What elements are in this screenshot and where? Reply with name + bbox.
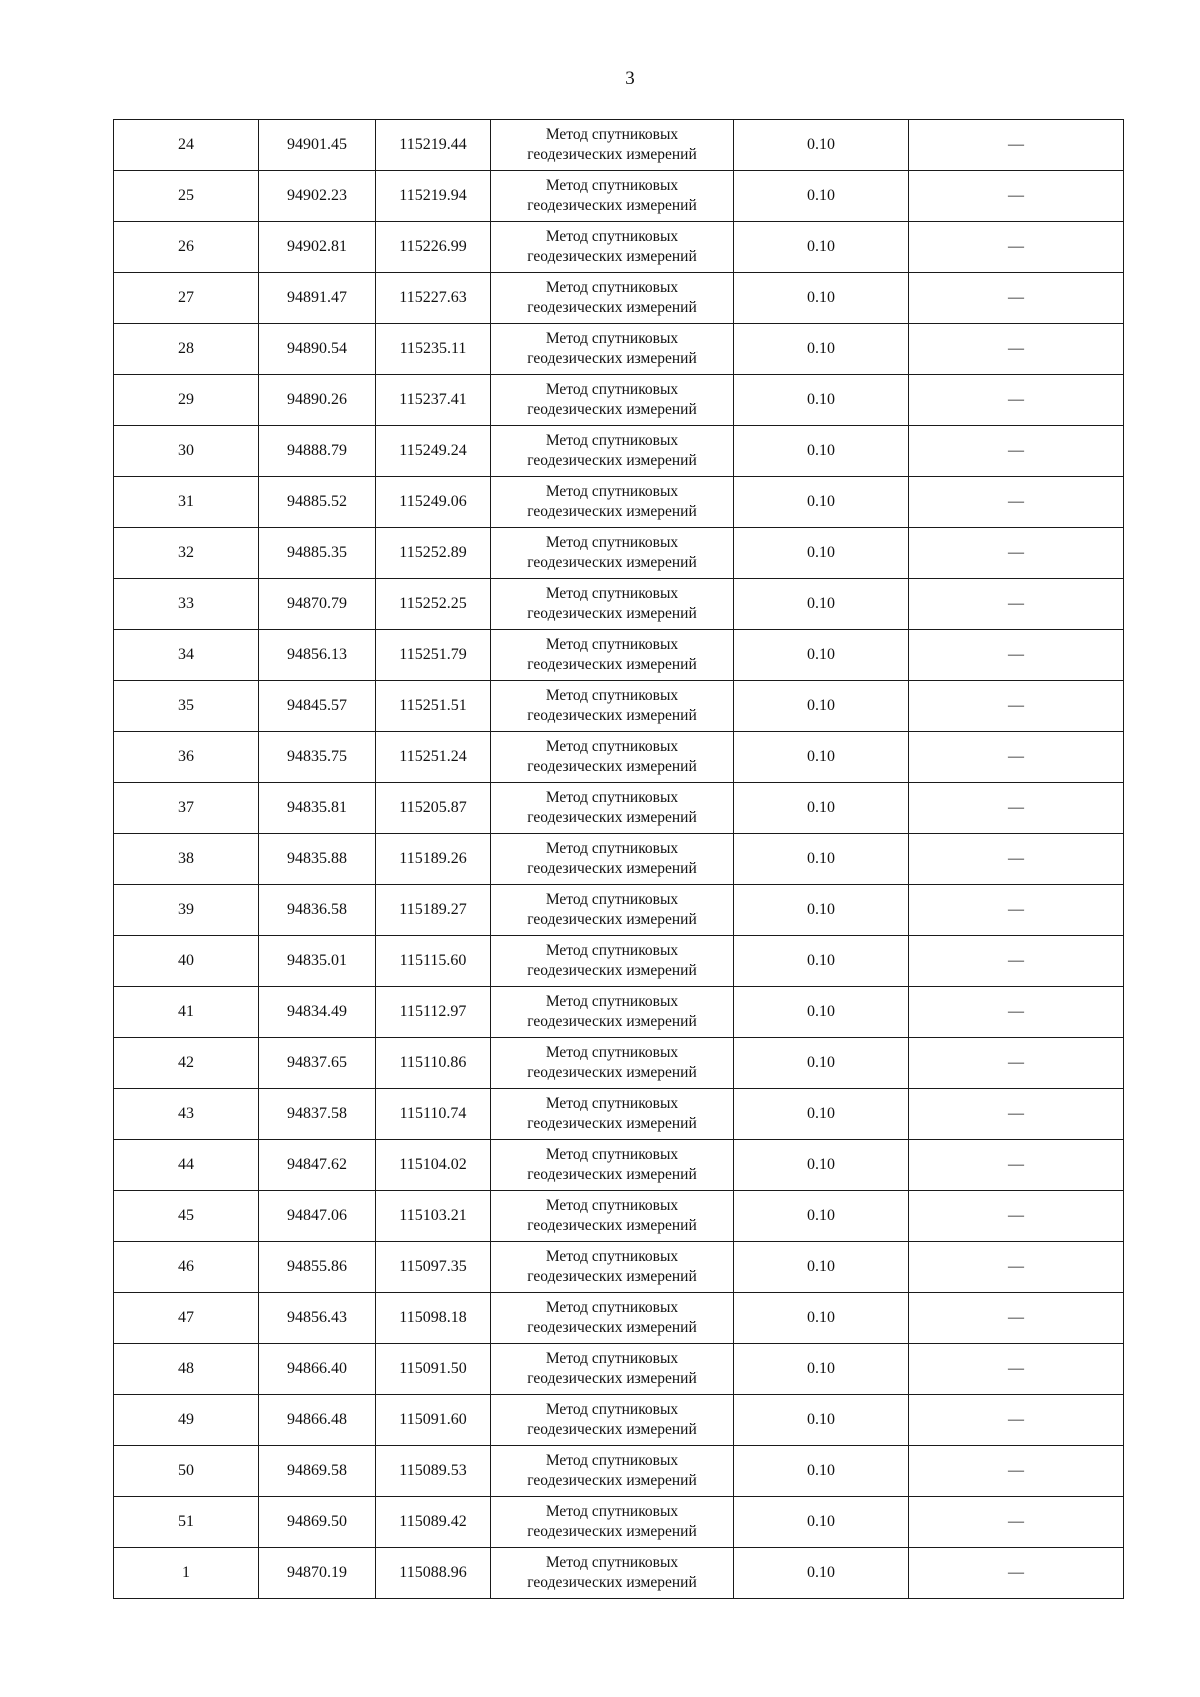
description-cell: —	[909, 1140, 1124, 1191]
method-line-1: Метод спутниковых	[545, 1401, 679, 1418]
y-coordinate-cell: 115251.51	[376, 681, 491, 732]
method-line-2: геодезических измерений	[527, 911, 697, 928]
y-coordinate-cell: 115235.11	[376, 324, 491, 375]
description-cell: —	[909, 885, 1124, 936]
table-row	[114, 579, 1124, 630]
x-coordinate-cell: 94855.86	[259, 1242, 376, 1293]
method-line-1: Метод спутниковых	[545, 177, 679, 194]
y-coordinate-cell: 115097.35	[376, 1242, 491, 1293]
y-coordinate-cell: 115088.96	[376, 1548, 491, 1599]
x-coordinate-cell: 94856.43	[259, 1293, 376, 1344]
description-cell: —	[909, 1446, 1124, 1497]
table-row	[114, 375, 1124, 426]
x-coordinate-cell: 94856.13	[259, 630, 376, 681]
table-row	[114, 732, 1124, 783]
y-coordinate-cell: 115103.21	[376, 1191, 491, 1242]
accuracy-cell: 0.10	[734, 885, 909, 936]
coordinates-table	[113, 119, 1124, 1599]
method-line-1: Метод спутниковых	[545, 993, 679, 1010]
accuracy-cell: 0.10	[734, 1344, 909, 1395]
table-row	[114, 1089, 1124, 1140]
point-number-cell: 49	[114, 1395, 259, 1446]
method-line-2: геодезических измерений	[527, 1523, 697, 1540]
accuracy-cell: 0.10	[734, 834, 909, 885]
y-coordinate-cell: 115249.06	[376, 477, 491, 528]
description-cell: —	[909, 171, 1124, 222]
description-cell: —	[909, 1089, 1124, 1140]
point-number-cell: 38	[114, 834, 259, 885]
point-number-cell: 37	[114, 783, 259, 834]
x-coordinate-cell: 94847.62	[259, 1140, 376, 1191]
method-cell	[491, 426, 734, 477]
description-cell: —	[909, 783, 1124, 834]
x-coordinate-cell: 94866.40	[259, 1344, 376, 1395]
x-coordinate-cell: 94837.58	[259, 1089, 376, 1140]
x-coordinate-cell: 94835.88	[259, 834, 376, 885]
point-number-cell: 30	[114, 426, 259, 477]
y-coordinate-cell: 115104.02	[376, 1140, 491, 1191]
table-row	[114, 477, 1124, 528]
method-line-1: Метод спутниковых	[545, 1248, 679, 1265]
x-coordinate-cell: 94870.79	[259, 579, 376, 630]
method-cell	[491, 1344, 734, 1395]
accuracy-cell: 0.10	[734, 426, 909, 477]
method-cell	[491, 120, 734, 171]
accuracy-cell: 0.10	[734, 732, 909, 783]
table-row	[114, 1344, 1124, 1395]
method-cell	[491, 1089, 734, 1140]
table-row	[114, 528, 1124, 579]
table-row	[114, 120, 1124, 171]
method-line-1: Метод спутниковых	[545, 1503, 679, 1520]
method-line-2: геодезических измерений	[527, 860, 697, 877]
table-row	[114, 1395, 1124, 1446]
x-coordinate-cell: 94836.58	[259, 885, 376, 936]
method-line-1: Метод спутниковых	[545, 228, 679, 245]
method-line-2: геодезических измерений	[527, 1370, 697, 1387]
accuracy-cell: 0.10	[734, 1140, 909, 1191]
table-row	[114, 834, 1124, 885]
point-number-cell: 25	[114, 171, 259, 222]
accuracy-cell: 0.10	[734, 579, 909, 630]
method-line-1: Метод спутниковых	[545, 1146, 679, 1163]
description-cell: —	[909, 120, 1124, 171]
y-coordinate-cell: 115091.60	[376, 1395, 491, 1446]
point-number-cell: 26	[114, 222, 259, 273]
method-cell	[491, 1497, 734, 1548]
method-line-1: Метод спутниковых	[545, 534, 679, 551]
method-line-2: геодезических измерений	[527, 1421, 697, 1438]
y-coordinate-cell: 115219.94	[376, 171, 491, 222]
method-line-2: геодезических измерений	[527, 1115, 697, 1132]
method-line-2: геодезических измерений	[527, 962, 697, 979]
method-line-1: Метод спутниковых	[545, 483, 679, 500]
method-line-1: Метод спутниковых	[545, 1197, 679, 1214]
description-cell: —	[909, 936, 1124, 987]
y-coordinate-cell: 115249.24	[376, 426, 491, 477]
table-row	[114, 681, 1124, 732]
accuracy-cell: 0.10	[734, 324, 909, 375]
accuracy-cell: 0.10	[734, 1191, 909, 1242]
description-cell: —	[909, 1191, 1124, 1242]
x-coordinate-cell: 94885.52	[259, 477, 376, 528]
y-coordinate-cell: 115089.53	[376, 1446, 491, 1497]
method-line-1: Метод спутниковых	[545, 687, 679, 704]
method-line-2: геодезических измерений	[527, 503, 697, 520]
y-coordinate-cell: 115251.24	[376, 732, 491, 783]
method-line-2: геодезических измерений	[527, 350, 697, 367]
x-coordinate-cell: 94845.57	[259, 681, 376, 732]
method-line-1: Метод спутниковых	[545, 1095, 679, 1112]
point-number-cell: 29	[114, 375, 259, 426]
point-number-cell: 32	[114, 528, 259, 579]
method-line-2: геодезических измерений	[527, 758, 697, 775]
accuracy-cell: 0.10	[734, 1497, 909, 1548]
method-line-2: геодезических измерений	[527, 1166, 697, 1183]
method-line-2: геодезических измерений	[527, 401, 697, 418]
description-cell: —	[909, 222, 1124, 273]
y-coordinate-cell: 115098.18	[376, 1293, 491, 1344]
point-number-cell: 35	[114, 681, 259, 732]
method-line-2: геодезических измерений	[527, 1472, 697, 1489]
accuracy-cell: 0.10	[734, 1293, 909, 1344]
description-cell: —	[909, 1548, 1124, 1599]
accuracy-cell: 0.10	[734, 1548, 909, 1599]
accuracy-cell: 0.10	[734, 1446, 909, 1497]
description-cell: —	[909, 477, 1124, 528]
accuracy-cell: 0.10	[734, 987, 909, 1038]
point-number-cell: 31	[114, 477, 259, 528]
point-number-cell: 48	[114, 1344, 259, 1395]
table-row	[114, 426, 1124, 477]
method-line-2: геодезических измерений	[527, 1268, 697, 1285]
y-coordinate-cell: 115226.99	[376, 222, 491, 273]
table-row	[114, 885, 1124, 936]
method-cell	[491, 1548, 734, 1599]
method-line-2: геодезических измерений	[527, 452, 697, 469]
x-coordinate-cell: 94835.01	[259, 936, 376, 987]
accuracy-cell: 0.10	[734, 936, 909, 987]
table-row	[114, 936, 1124, 987]
x-coordinate-cell: 94891.47	[259, 273, 376, 324]
method-line-1: Метод спутниковых	[545, 1350, 679, 1367]
y-coordinate-cell: 115112.97	[376, 987, 491, 1038]
y-coordinate-cell: 115189.27	[376, 885, 491, 936]
accuracy-cell: 0.10	[734, 528, 909, 579]
method-cell	[491, 324, 734, 375]
y-coordinate-cell: 115219.44	[376, 120, 491, 171]
x-coordinate-cell: 94890.26	[259, 375, 376, 426]
method-cell	[491, 630, 734, 681]
method-cell	[491, 834, 734, 885]
y-coordinate-cell: 115252.25	[376, 579, 491, 630]
point-number-cell: 46	[114, 1242, 259, 1293]
method-line-2: геодезических измерений	[527, 299, 697, 316]
method-cell	[491, 936, 734, 987]
y-coordinate-cell: 115237.41	[376, 375, 491, 426]
description-cell: —	[909, 1242, 1124, 1293]
x-coordinate-cell: 94888.79	[259, 426, 376, 477]
accuracy-cell: 0.10	[734, 477, 909, 528]
method-line-2: геодезических измерений	[527, 1319, 697, 1336]
method-line-2: геодезических измерений	[527, 809, 697, 826]
method-line-1: Метод спутниковых	[545, 636, 679, 653]
table-row	[114, 1140, 1124, 1191]
y-coordinate-cell: 115189.26	[376, 834, 491, 885]
x-coordinate-cell: 94902.23	[259, 171, 376, 222]
point-number-cell: 24	[114, 120, 259, 171]
point-number-cell: 41	[114, 987, 259, 1038]
table-row	[114, 222, 1124, 273]
method-line-2: геодезических измерений	[527, 197, 697, 214]
description-cell: —	[909, 375, 1124, 426]
description-cell: —	[909, 987, 1124, 1038]
description-cell: —	[909, 681, 1124, 732]
x-coordinate-cell: 94835.81	[259, 783, 376, 834]
page-number: 3	[625, 68, 635, 89]
method-cell	[491, 222, 734, 273]
table-row	[114, 1548, 1124, 1599]
point-number-cell: 28	[114, 324, 259, 375]
y-coordinate-cell: 115110.74	[376, 1089, 491, 1140]
description-cell: —	[909, 1038, 1124, 1089]
point-number-cell: 47	[114, 1293, 259, 1344]
y-coordinate-cell: 115091.50	[376, 1344, 491, 1395]
description-cell: —	[909, 273, 1124, 324]
method-cell	[491, 171, 734, 222]
description-cell: —	[909, 324, 1124, 375]
accuracy-cell: 0.10	[734, 273, 909, 324]
method-line-1: Метод спутниковых	[545, 789, 679, 806]
y-coordinate-cell: 115089.42	[376, 1497, 491, 1548]
table-row	[114, 1191, 1124, 1242]
y-coordinate-cell: 115115.60	[376, 936, 491, 987]
x-coordinate-cell: 94869.58	[259, 1446, 376, 1497]
description-cell: —	[909, 732, 1124, 783]
point-number-cell: 1	[114, 1548, 259, 1599]
x-coordinate-cell: 94847.06	[259, 1191, 376, 1242]
method-line-2: геодезических измерений	[527, 554, 697, 571]
method-cell	[491, 732, 734, 783]
description-cell: —	[909, 1293, 1124, 1344]
method-cell	[491, 375, 734, 426]
point-number-cell: 34	[114, 630, 259, 681]
coordinates-table-body	[114, 120, 1124, 1599]
method-line-1: Метод спутниковых	[545, 942, 679, 959]
method-cell	[491, 1242, 734, 1293]
description-cell: —	[909, 528, 1124, 579]
method-line-1: Метод спутниковых	[545, 1554, 679, 1571]
description-cell: —	[909, 834, 1124, 885]
table-row	[114, 1446, 1124, 1497]
point-number-cell: 51	[114, 1497, 259, 1548]
description-cell: —	[909, 579, 1124, 630]
point-number-cell: 45	[114, 1191, 259, 1242]
accuracy-cell: 0.10	[734, 681, 909, 732]
method-cell	[491, 273, 734, 324]
method-cell	[491, 1293, 734, 1344]
x-coordinate-cell: 94835.75	[259, 732, 376, 783]
point-number-cell: 40	[114, 936, 259, 987]
y-coordinate-cell: 115251.79	[376, 630, 491, 681]
method-cell	[491, 681, 734, 732]
method-line-2: геодезических измерений	[527, 1064, 697, 1081]
method-cell	[491, 1038, 734, 1089]
point-number-cell: 50	[114, 1446, 259, 1497]
accuracy-cell: 0.10	[734, 1395, 909, 1446]
method-cell	[491, 1191, 734, 1242]
x-coordinate-cell: 94902.81	[259, 222, 376, 273]
accuracy-cell: 0.10	[734, 1038, 909, 1089]
method-line-1: Метод спутниковых	[545, 891, 679, 908]
table-row	[114, 171, 1124, 222]
description-cell: —	[909, 1395, 1124, 1446]
point-number-cell: 44	[114, 1140, 259, 1191]
accuracy-cell: 0.10	[734, 630, 909, 681]
y-coordinate-cell: 115205.87	[376, 783, 491, 834]
method-cell	[491, 579, 734, 630]
method-line-1: Метод спутниковых	[545, 279, 679, 296]
accuracy-cell: 0.10	[734, 120, 909, 171]
accuracy-cell: 0.10	[734, 222, 909, 273]
method-line-2: геодезических измерений	[527, 707, 697, 724]
table-row	[114, 324, 1124, 375]
method-line-1: Метод спутниковых	[545, 1452, 679, 1469]
point-number-cell: 39	[114, 885, 259, 936]
table-row	[114, 1242, 1124, 1293]
table-row	[114, 1497, 1124, 1548]
y-coordinate-cell: 115110.86	[376, 1038, 491, 1089]
method-line-2: геодезических измерений	[527, 605, 697, 622]
method-line-1: Метод спутниковых	[545, 738, 679, 755]
point-number-cell: 33	[114, 579, 259, 630]
method-line-2: геодезических измерений	[527, 1013, 697, 1030]
method-line-2: геодезических измерений	[527, 1574, 697, 1591]
table-row	[114, 1293, 1124, 1344]
x-coordinate-cell: 94901.45	[259, 120, 376, 171]
table-row	[114, 987, 1124, 1038]
method-line-1: Метод спутниковых	[545, 381, 679, 398]
x-coordinate-cell: 94834.49	[259, 987, 376, 1038]
method-line-1: Метод спутниковых	[545, 840, 679, 857]
point-number-cell: 42	[114, 1038, 259, 1089]
method-line-1: Метод спутниковых	[545, 1044, 679, 1061]
method-cell	[491, 987, 734, 1038]
x-coordinate-cell: 94885.35	[259, 528, 376, 579]
method-line-1: Метод спутниковых	[545, 126, 679, 143]
method-cell	[491, 1395, 734, 1446]
method-cell	[491, 783, 734, 834]
accuracy-cell: 0.10	[734, 1089, 909, 1140]
description-cell: —	[909, 1497, 1124, 1548]
accuracy-cell: 0.10	[734, 171, 909, 222]
accuracy-cell: 0.10	[734, 783, 909, 834]
method-cell	[491, 1140, 734, 1191]
description-cell: —	[909, 426, 1124, 477]
accuracy-cell: 0.10	[734, 1242, 909, 1293]
method-line-1: Метод спутниковых	[545, 1299, 679, 1316]
point-number-cell: 36	[114, 732, 259, 783]
method-cell	[491, 1446, 734, 1497]
method-line-1: Метод спутниковых	[545, 330, 679, 347]
y-coordinate-cell: 115252.89	[376, 528, 491, 579]
y-coordinate-cell: 115227.63	[376, 273, 491, 324]
method-cell	[491, 885, 734, 936]
description-cell: —	[909, 630, 1124, 681]
table-row	[114, 273, 1124, 324]
accuracy-cell: 0.10	[734, 375, 909, 426]
x-coordinate-cell: 94870.19	[259, 1548, 376, 1599]
method-line-2: геодезических измерений	[527, 146, 697, 163]
description-cell: —	[909, 1344, 1124, 1395]
method-cell	[491, 477, 734, 528]
method-line-1: Метод спутниковых	[545, 432, 679, 449]
x-coordinate-cell: 94837.65	[259, 1038, 376, 1089]
method-line-1: Метод спутниковых	[545, 585, 679, 602]
method-line-2: геодезических измерений	[527, 1217, 697, 1234]
point-number-cell: 27	[114, 273, 259, 324]
point-number-cell: 43	[114, 1089, 259, 1140]
method-cell	[491, 528, 734, 579]
method-line-2: геодезических измерений	[527, 656, 697, 673]
x-coordinate-cell: 94869.50	[259, 1497, 376, 1548]
x-coordinate-cell: 94890.54	[259, 324, 376, 375]
table-row	[114, 630, 1124, 681]
x-coordinate-cell: 94866.48	[259, 1395, 376, 1446]
table-row	[114, 783, 1124, 834]
table-row	[114, 1038, 1124, 1089]
method-line-2: геодезических измерений	[527, 248, 697, 265]
